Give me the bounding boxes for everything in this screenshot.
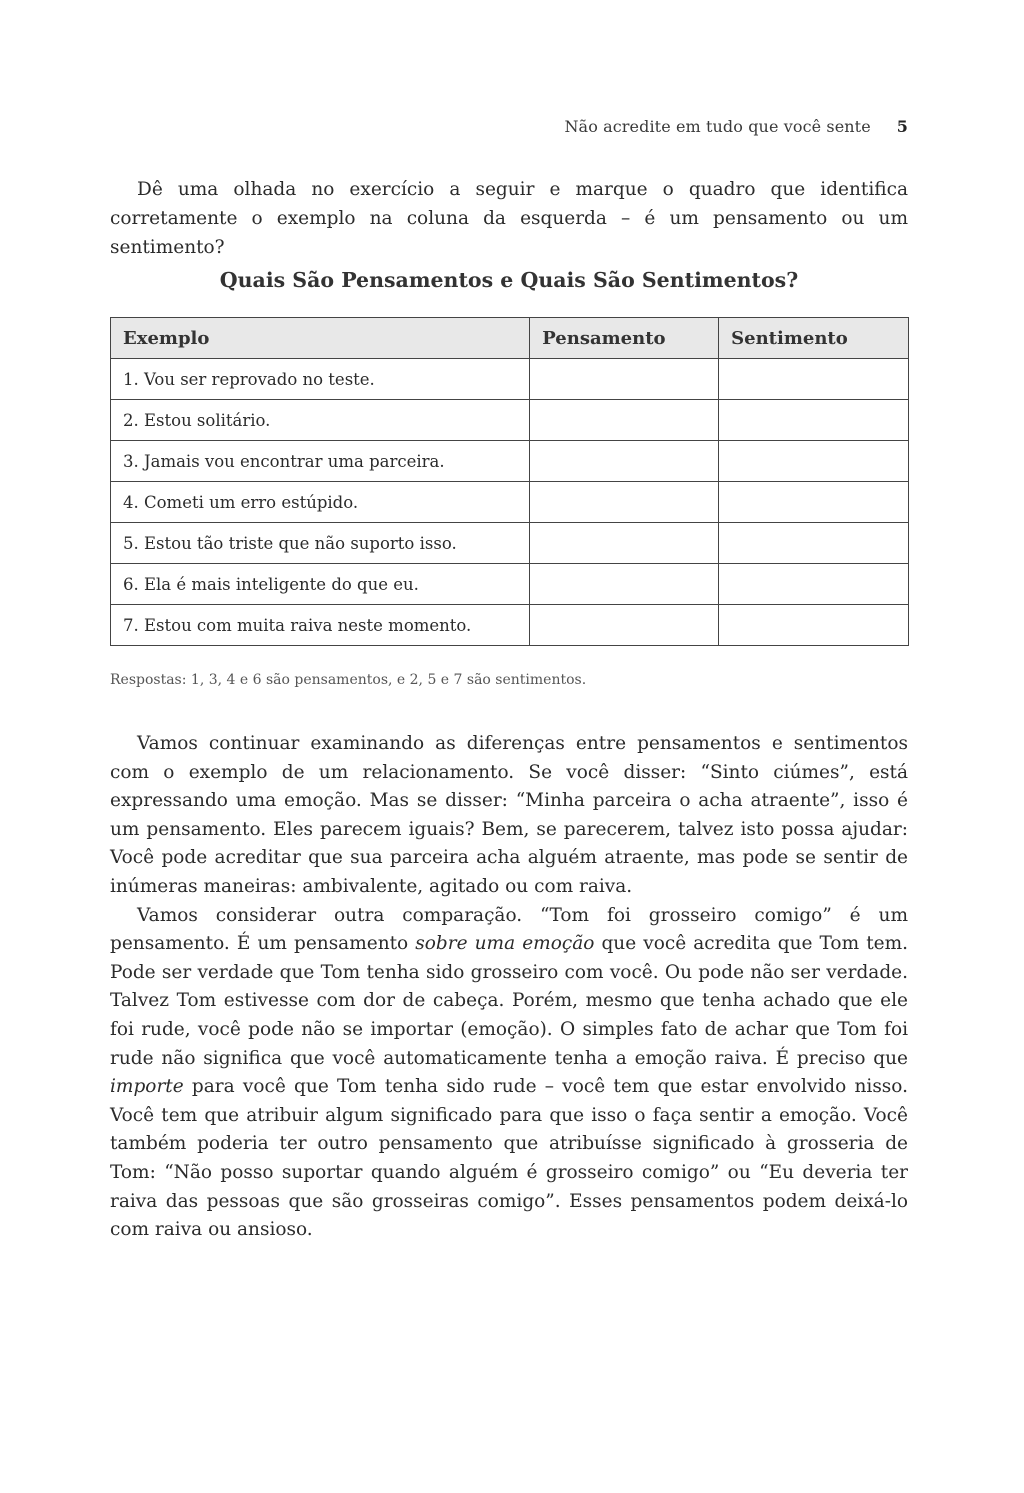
page-number: 5 [896, 117, 908, 136]
table-row [111, 523, 909, 564]
emphasis-text: importe [110, 1076, 184, 1098]
table-row [111, 441, 909, 482]
paragraph-relationship: Vamos continuar examinando as diferenças entre pensamentos e sentimentos com o exemplo de um relacionamento. Se você disser: “Sinto ciúmes”, está expressando uma emoção. Mas se disser: “Minha parceira o acha atraente”, isso é um pensamento. Eles parecem iguais? Bem, se parecerem, talvez isto possa ajudar: Você pode acreditar que sua parceira acha alguém atraente, mas pode se sentir de inúmeras maneiras: ambivalente, agitado ou com raiva. [110, 733, 908, 897]
answers-note: Respostas: 1, 3, 4 e 6 são pensamentos, e 2, 5 e 7 são sentimentos. [110, 672, 587, 688]
pensamento-checkbox-cell[interactable] [530, 400, 719, 441]
sentimento-checkbox-cell[interactable] [719, 482, 909, 523]
sentimento-checkbox-cell[interactable] [719, 523, 909, 564]
table-row [111, 400, 909, 441]
intro-paragraph: Dê uma olhada no exercício a seguir e marque o quadro que identifica corretamente o exemplo na coluna da esquerda – é um pensamento ou um sentimento? [110, 179, 908, 258]
example-cell: 6. Ela é mais inteligente do que eu. [111, 564, 530, 605]
paragraph-comparison [110, 902, 908, 1245]
sentimento-checkbox-cell[interactable] [719, 441, 909, 482]
example-cell: 3. Jamais vou encontrar uma parceira. [111, 441, 530, 482]
paragraph-text: Vamos considerar outra comparação. “Tom foi grosseiro comigo” é um pensamento. É um pensamento [110, 904, 908, 955]
running-header [564, 117, 908, 136]
exercise-table [110, 317, 909, 646]
running-title: Não acredite em tudo que você sente [564, 117, 871, 136]
pensamento-checkbox-cell[interactable] [530, 441, 719, 482]
pensamento-checkbox-cell[interactable] [530, 605, 719, 646]
pensamento-checkbox-cell[interactable] [530, 564, 719, 605]
table-header-row [111, 318, 909, 359]
example-cell: 1. Vou ser reprovado no teste. [111, 359, 530, 400]
pensamento-checkbox-cell[interactable] [530, 482, 719, 523]
column-header-sentimento: Sentimento [719, 318, 909, 359]
example-cell: 4. Cometi um erro estúpido. [111, 482, 530, 523]
example-cell: 7. Estou com muita raiva neste momento. [111, 605, 530, 646]
emphasis-text: sobre uma emoção [415, 933, 595, 955]
table-row [111, 482, 909, 523]
sentimento-checkbox-cell[interactable] [719, 605, 909, 646]
table-row [111, 605, 909, 646]
paragraph-text: que você acredita que Tom tem. Pode ser verdade que Tom tenha sido grosseiro com você. Ou pode não ser verdade. Talvez Tom estivesse com dor de cabeça. Porém, mesmo que tenha achado que ele foi rude, você pode não se importar (emoção). O simples fato de achar que Tom foi rude não significa que você automaticamente tenha a emoção raiva. É preciso que [110, 933, 908, 1069]
pensamento-checkbox-cell[interactable] [530, 523, 719, 564]
body-text [110, 730, 908, 1245]
table-row [111, 564, 909, 605]
table-title: Quais São Pensamentos e Quais São Sentimentos? [219, 268, 799, 292]
sentimento-checkbox-cell[interactable] [719, 359, 909, 400]
pensamento-checkbox-cell[interactable] [530, 359, 719, 400]
table-row [111, 359, 909, 400]
column-header-pensamento: Pensamento [530, 318, 719, 359]
sentimento-checkbox-cell[interactable] [719, 564, 909, 605]
example-cell: 2. Estou solitário. [111, 400, 530, 441]
sentimento-checkbox-cell[interactable] [719, 400, 909, 441]
paragraph-text: para você que Tom tenha sido rude – você tem que estar envolvido nisso. Você tem que atribuir algum significado para que isso o faça sentir a emoção. Você também poderia ter outro pensamento que atribuísse significado à grosseria de Tom: “Não posso suportar quando alguém é grosseiro comigo” ou “Eu deveria ter raiva das pessoas que são grosseiras comigo”. Esses pensamentos podem deixá-lo com raiva ou ansioso. [110, 1076, 908, 1241]
column-header-exemplo: Exemplo [111, 318, 530, 359]
example-cell: 5. Estou tão triste que não suporto isso. [111, 523, 530, 564]
